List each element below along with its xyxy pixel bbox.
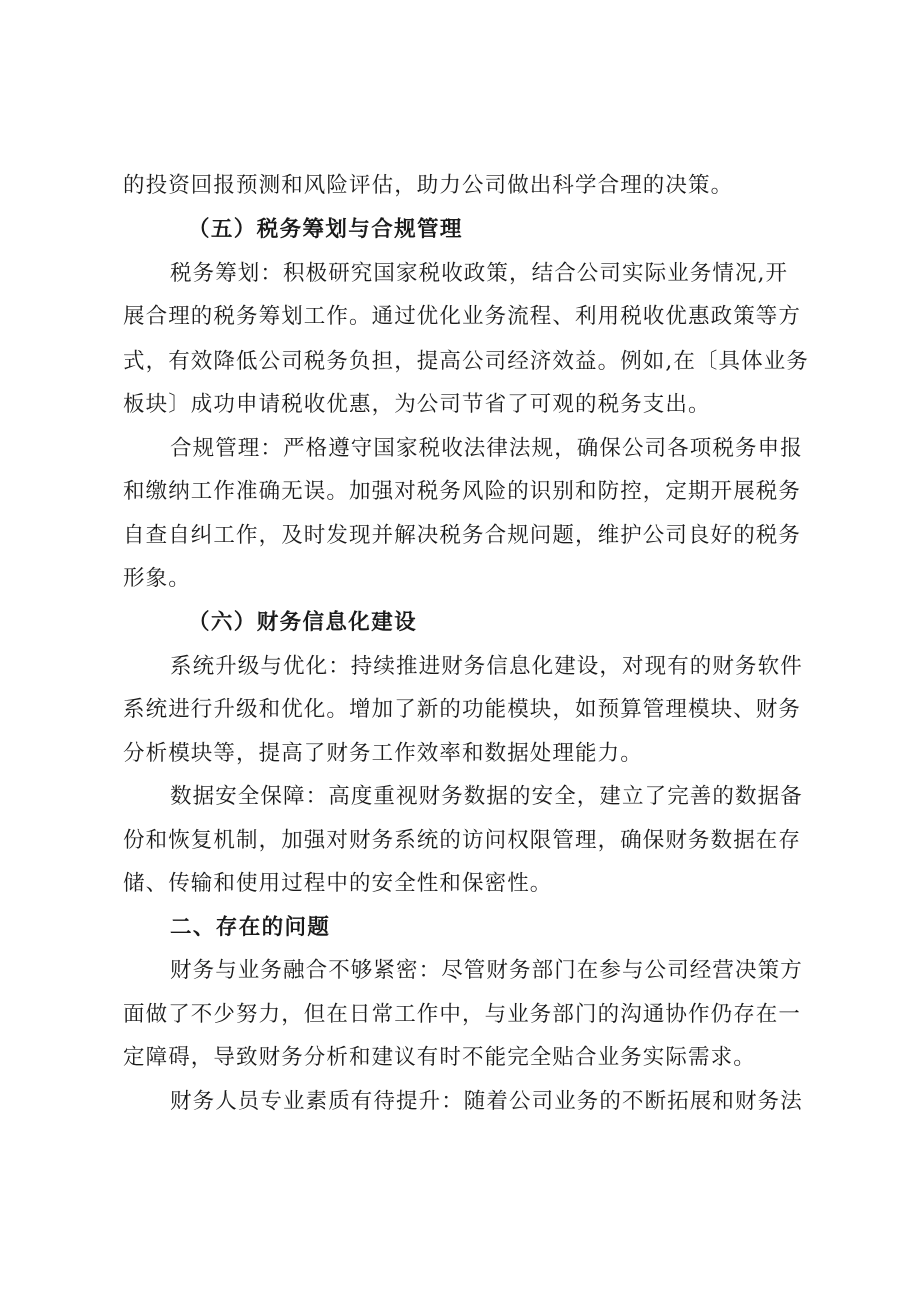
- paragraph-system-upgrade: 分析模块等，提高了财务工作效率和数据处理能力。: [123, 741, 643, 766]
- paragraph-system-upgrade: 系统升级与优化：持续推进财务信息化建设，对现有的财务软件: [170, 654, 803, 679]
- paragraph-system-upgrade: 系统进行升级和优化。增加了新的功能模块，如预算管理模块、财务: [123, 697, 802, 722]
- paragraph-compliance: 合规管理：严格遵守国家税收法律法规，确保公司各项税务申报: [170, 436, 803, 461]
- paragraph-tax-planning: 板块〕成功申请税收优惠，为公司节省了可观的税务支出。: [123, 392, 711, 417]
- paragraph-data-security: 份和恢复机制，加强对财务系统的访问权限管理，确保财务数据在存: [123, 828, 802, 853]
- paragraph-tax-planning: 税务筹划：积极研究国家税收政策，结合公司实际业务情况,开: [170, 261, 789, 286]
- paragraph-tax-planning: 式，有效降低公司税务负担，提高公司经济效益。例如,在〔具体业务: [123, 349, 809, 374]
- paragraph-compliance: 和缴纳工作准确无误。加强对税务风险的识别和防控，定期开展税务: [123, 479, 802, 504]
- section-heading-it: （六）财务信息化建设: [188, 610, 418, 635]
- paragraph-integration: 定障碍，导致财务分析和建议有时不能完全贴合业务实际需求。: [123, 1045, 756, 1070]
- paragraph-tax-planning: 展合理的税务筹划工作。通过优化业务流程、利用税收优惠政策等方: [123, 304, 802, 329]
- paragraph-integration: 财务与业务融合不够紧密：尽管财务部门在参与公司经营决策方: [170, 958, 803, 983]
- section-heading-tax: （五）税务筹划与合规管理: [188, 217, 463, 242]
- section-heading-issues: 二、存在的问题: [170, 915, 331, 940]
- paragraph-compliance: 自查自纠工作，及时发现并解决税务合规问题，维护公司良好的税务: [123, 523, 802, 548]
- paragraph-integration: 面做了不少努力，但在日常工作中，与业务部门的沟通协作仍存在一: [123, 1002, 802, 1027]
- paragraph-data-security: 储、传输和使用过程中的安全性和保密性。: [123, 871, 553, 896]
- paragraph-compliance: 形象。: [123, 566, 191, 591]
- paragraph-data-security: 数据安全保障：高度重视财务数据的安全，建立了完善的数据备: [170, 784, 803, 809]
- paragraph-staff-quality: 财务人员专业素质有待提升：随着公司业务的不断拓展和财务法: [170, 1089, 803, 1114]
- paragraph-continuation: 的投资回报预测和风险评估，助力公司做出科学合理的决策。: [123, 173, 734, 198]
